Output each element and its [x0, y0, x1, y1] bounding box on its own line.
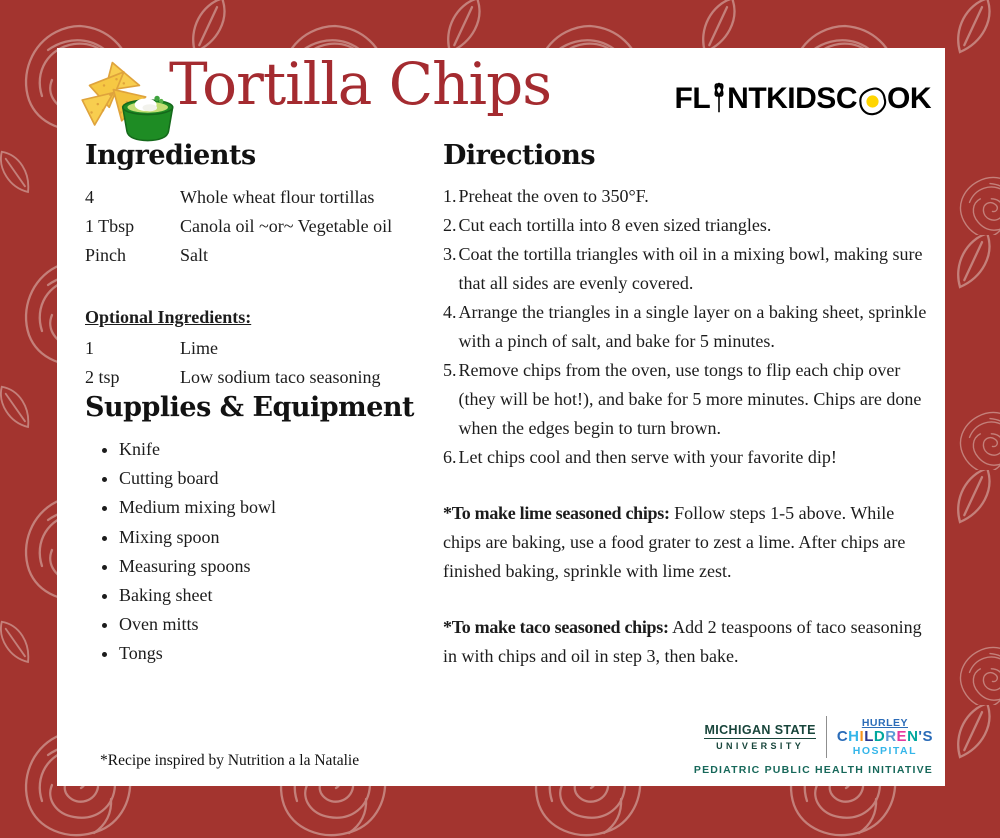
note-lead: *To make taco seasoned chips: — [443, 617, 669, 637]
step-number: 2. — [443, 215, 457, 235]
ingredient-name: Whole wheat flour tortillas — [180, 187, 375, 207]
hurley-childrens-hospital-logo — [837, 717, 933, 757]
step-text: Remove chips from the oven, use tongs to flip each chip over (they will be hot!), and bake for 5 more minutes. Chips are done when the edges begin to turn brown. — [458, 360, 922, 438]
ingredient-row — [85, 212, 437, 241]
pediatric-initiative-label: PEDIATRIC PUBLIC HEALTH INITIATIVE — [693, 764, 933, 776]
msu-wordmark-line1: MICHIGAN STATE — [704, 723, 816, 737]
step-text: Preheat the oven to 350°F. — [458, 186, 649, 206]
brand-text-fl: FL — [674, 82, 711, 115]
ingredient-amount: 4 — [85, 187, 94, 207]
ingredient-row — [85, 183, 437, 212]
left-column — [85, 140, 437, 669]
supply-item: • Mixing spoon — [119, 523, 437, 552]
ingredient-name: Low sodium taco seasoning — [180, 367, 381, 387]
page-title: Tortilla Chips — [169, 50, 551, 118]
ingredients-heading: Ingredients — [85, 140, 256, 171]
ingredient-amount: 1 Tbsp — [85, 216, 135, 236]
hurley-hospital-text: HOSPITAL — [852, 744, 918, 757]
step-number: 1. — [443, 186, 457, 206]
ingredient-name: Salt — [180, 245, 209, 265]
optional-ingredients-heading: Optional Ingredients: — [85, 307, 252, 327]
directions-heading: Directions — [443, 140, 596, 171]
hurley-text: HURLEY — [861, 717, 908, 730]
directions-list — [443, 182, 933, 472]
supply-item: • Cutting board — [119, 464, 437, 493]
supplies-heading: Supplies & Equipment — [85, 392, 415, 423]
optional-ingredients-list — [85, 334, 437, 392]
ingredient-amount: 1 — [85, 338, 94, 358]
direction-step — [443, 298, 933, 356]
supply-item: • Knife — [119, 435, 437, 464]
supply-item: • Tongs — [119, 639, 437, 668]
ingredient-name: Canola oil ~or~ Vegetable oil — [180, 216, 393, 236]
direction-step — [443, 240, 933, 298]
supply-item: • Measuring spoons — [119, 552, 437, 581]
step-text: Let chips cool and then serve with your favorite dip! — [458, 447, 837, 467]
michigan-state-logo — [704, 723, 815, 751]
ingredient-row — [85, 363, 437, 392]
hurley-childrens-text: CHILDREN'S — [836, 728, 933, 746]
note-body: Follow steps 1-5 above. While chips are baking, use a food grater to zest a lime. After chips are finished baking, sprinkle with lime zest. — [443, 503, 906, 581]
note-body: Add 2 teaspoons of taco seasoning in with chips and oil in step 3, then bake. — [443, 617, 922, 666]
ingredient-amount: 2 tsp — [85, 367, 120, 387]
footer-logos — [694, 716, 933, 776]
ingredient-name: Lime — [180, 338, 218, 358]
step-text: Coat the tortilla triangles with oil in a mixing bowl, making sure that all sides are evenly covered. — [458, 244, 923, 293]
supply-item: • Oven mitts — [119, 610, 437, 639]
ingredient-row — [85, 334, 437, 363]
supply-item: • Baking sheet — [119, 581, 437, 610]
brand-text-ntkidsc: NTKIDSC — [727, 82, 857, 115]
ingredients-list — [85, 183, 437, 270]
direction-step — [443, 182, 933, 211]
logo-row — [694, 716, 933, 758]
step-text: Cut each tortilla into 8 even sized triangles. — [458, 215, 772, 235]
recipe-card — [57, 48, 945, 786]
step-number: 6. — [443, 447, 457, 467]
ingredient-row — [85, 241, 437, 270]
supply-item: • Medium mixing bowl — [119, 493, 437, 522]
right-column — [443, 140, 933, 671]
taco-variation-note — [443, 613, 933, 671]
fried-egg-icon — [858, 87, 887, 116]
logo-divider — [826, 716, 827, 758]
supplies-list — [85, 435, 437, 669]
direction-step — [443, 443, 933, 472]
direction-step — [443, 211, 933, 240]
whisk-icon — [711, 80, 727, 116]
step-number: 5. — [443, 360, 457, 380]
step-text: Arrange the triangles in a single layer on a baking sheet, sprinkle with a pinch of salt, and bake for 5 minutes. — [458, 302, 927, 351]
ingredient-amount: Pinch — [85, 245, 127, 265]
step-number: 4. — [443, 302, 457, 322]
msu-wordmark-line2: UNIVERSITY — [716, 741, 805, 751]
tortilla-chips-and-dip-icon — [77, 58, 181, 142]
lime-variation-note — [443, 499, 933, 586]
flintkidscook-logo — [675, 80, 932, 114]
note-lead: *To make lime seasoned chips: — [443, 503, 670, 523]
step-number: 3. — [443, 244, 457, 264]
brand-text-ok: OK — [887, 82, 931, 115]
recipe-credit: *Recipe inspired by Nutrition a la Natalie — [100, 752, 360, 769]
direction-step — [443, 356, 933, 443]
